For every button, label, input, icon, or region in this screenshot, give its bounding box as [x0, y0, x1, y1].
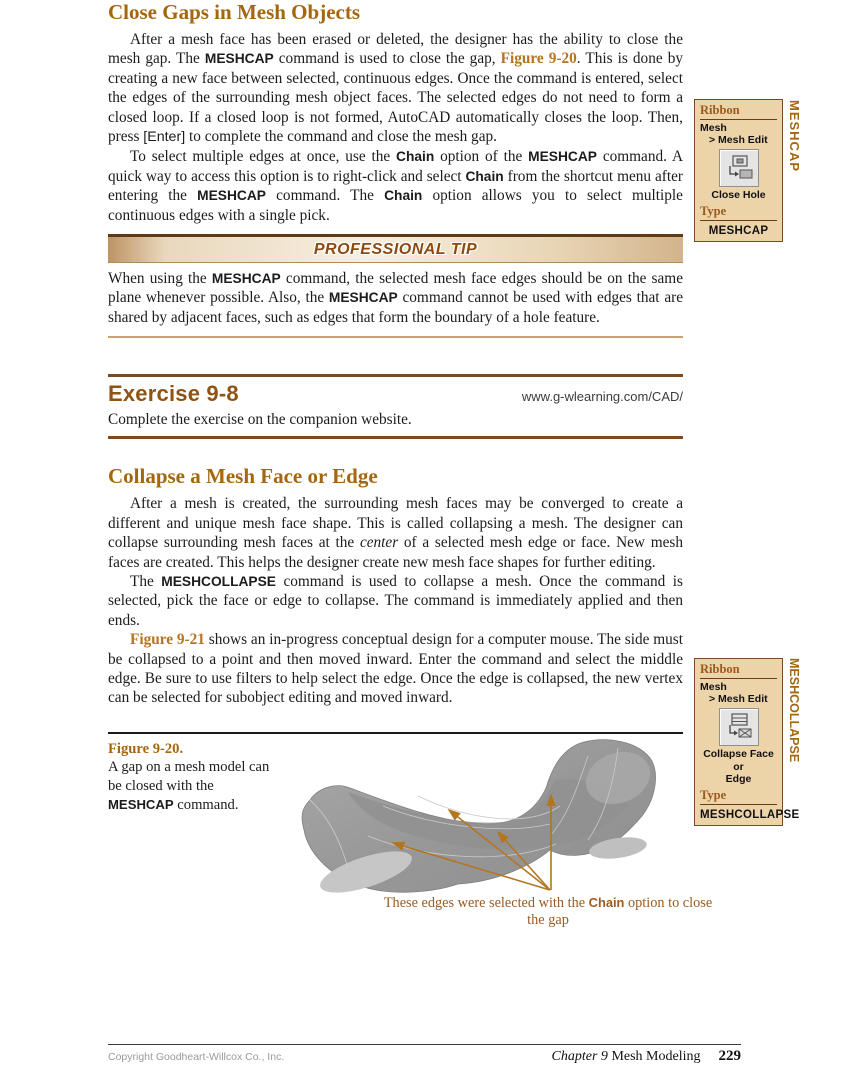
section-heading-collapse: Collapse a Mesh Face or Edge — [108, 464, 378, 489]
exercise-url: www.g-wlearning.com/CAD/ — [521, 389, 683, 405]
figure-9-20 — [108, 732, 713, 952]
figure-caption-text: A gap on a mesh model can be closed with the MESHCAP command. — [108, 759, 270, 813]
copyright-text: Copyright Goodheart-Willcox Co., Inc. — [108, 1051, 285, 1063]
mesh-model-image — [288, 736, 666, 898]
exercise-box — [108, 374, 683, 439]
professional-tip-box — [108, 234, 683, 338]
type-header: Type — [700, 788, 777, 805]
collapse-face-or-edge-icon — [719, 708, 759, 746]
meshcap-ribbon-box — [694, 99, 783, 242]
paragraph: Figure 9-21 shows an in-progress conceptual design for a computer mouse. The side must be collapsed to a point and then moved inward. Enter the command and select the middle edge. Be sure to use filters to help select the edge. Once the edge is collapsed, the new vertex can be selected for subobject editing and moved inward. — [108, 631, 683, 707]
ribbon-header: Ribbon — [700, 662, 777, 679]
figure-label: Figure 9-20. — [108, 740, 184, 757]
type-header: Type — [700, 204, 777, 221]
figure-annotation: These edges were selected with the Chain option to close the gap — [383, 894, 713, 929]
main-column — [108, 0, 713, 952]
paragraph: After a mesh face has been erased or deleted, the designer has the ability to close the mesh gap. The MESHCAP command is used to close the gap, Figure 9-20. This is done by creating a new face between selected, continuous edges. Once the command is entered, select the edges of the surrounding mesh object faces. The selected edges do not need to form a closed loop. If a closed loop is not formed, AutoCAD automatically closes the loop. Then, press [Enter] to complete the command and close the mesh gap. — [108, 31, 683, 146]
ribbon-path-panel: > Mesh Edit — [709, 134, 768, 146]
figure-caption — [108, 740, 280, 814]
ribbon-button-label: Collapse Face or Edge — [703, 748, 774, 785]
paragraph: To select multiple edges at once, use the Chain option of the MESHCAP command. A quick way to access this option is to right-click and select Chain from the shortcut menu after entering the MESHCAP command. The Chain option allows you to select multiple continuous edges with a single pick. — [108, 148, 683, 224]
exercise-title: Exercise 9-8 — [108, 381, 239, 407]
exercise-description: Complete the exercise on the companion website. — [108, 411, 412, 429]
professional-tip-title: PROFESSIONAL TIP — [313, 241, 478, 259]
ribbon-path-tab: Mesh — [700, 681, 727, 693]
ribbon-header: Ribbon — [700, 103, 777, 120]
ribbon-path-panel: > Mesh Edit — [709, 693, 768, 705]
meshcollapse-margin-tab: MESHCOLLAPSE — [787, 658, 801, 763]
command-name: MESHCAP — [708, 224, 769, 237]
page-footer — [108, 1044, 741, 1065]
ribbon-path-tab: Mesh — [700, 122, 727, 134]
professional-tip-text: When using the MESHCAP command, the selected mesh face edges should be on the same plane whenever possible. Also, the MESHCAP command cannot be used with edges that are shared by adjacent faces, such as edges that form the boundary of a hole feature. — [108, 270, 683, 326]
paragraph: After a mesh is created, the surrounding mesh faces may be converged to create a different and unique mesh face shape. This is called collapsing a mesh. The designer can collapse surrounding mesh faces at the center of a selected mesh edge or face. New mesh faces are created. This helps the designer create new mesh face shapes for further editing. — [108, 495, 683, 571]
meshcollapse-ribbon-box — [694, 658, 800, 826]
footer-chapter: Chapter 9 Mesh Modeling 229 — [551, 1048, 741, 1064]
page-number: 229 — [718, 1048, 741, 1064]
ribbon-button-label: Close Hole — [711, 189, 766, 201]
section-heading-close-gaps: Close Gaps in Mesh Objects — [108, 0, 360, 24]
command-name: MESHCOLLAPSE — [700, 808, 800, 821]
paragraph: The MESHCOLLAPSE command is used to collapse a mesh. Once the command is selected, pick the face or edge to collapse. The command is immediately applied and then ends. — [108, 572, 683, 629]
professional-tip-banner — [108, 234, 683, 263]
meshcap-margin-tab: MESHCAP — [787, 100, 802, 173]
close-hole-icon — [719, 149, 759, 187]
mesh-mouse-shape — [302, 739, 658, 897]
